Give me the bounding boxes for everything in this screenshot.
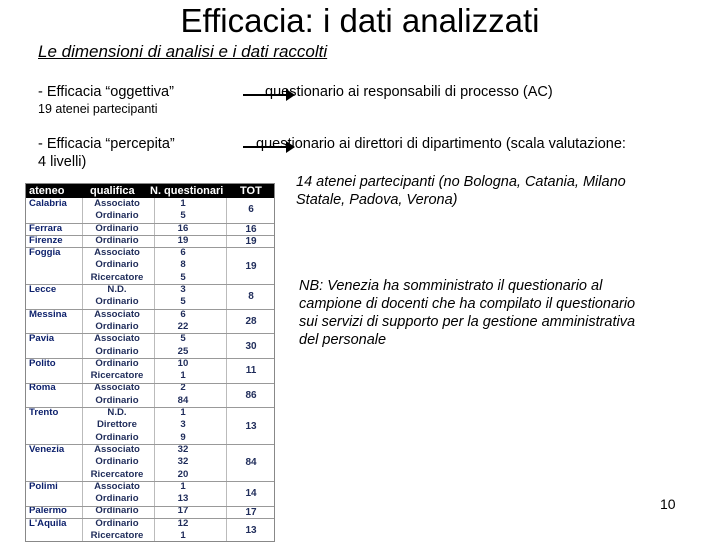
cell-n-questionari: 5 (180, 210, 186, 222)
cell-tot: 17 (245, 506, 257, 518)
cell-n-questionari: 1 (180, 370, 186, 382)
ateneo-group (26, 518, 274, 542)
cell-qualifica: Associato (94, 308, 140, 320)
table-body (26, 198, 274, 542)
page-number: 10 (660, 496, 676, 512)
cell-n-questionari: 8 (180, 259, 186, 271)
item-efficacia-oggettiva: - Efficacia “oggettiva” (38, 84, 174, 100)
cell-tot: 14 (245, 488, 257, 500)
cell-qualifica: Ordinario (95, 456, 139, 468)
cell-n-questionari: 13 (177, 493, 189, 505)
cell-qualifica: Ordinario (95, 320, 139, 332)
cell-ateneo: Polito (29, 357, 56, 369)
cell-qualifica: Ordinario (95, 234, 139, 246)
questionari-table (25, 183, 275, 542)
cell-n-questionari: 1 (180, 480, 186, 492)
cell-qualifica: Associato (94, 198, 140, 209)
table-header (26, 184, 274, 198)
ateneo-group (26, 333, 274, 359)
cell-n-questionari: 32 (177, 456, 189, 468)
cell-qualifica: Associato (94, 247, 140, 259)
cell-n-questionari: 6 (180, 247, 186, 259)
cell-qualifica: Ordinario (95, 431, 139, 443)
cell-ateneo: Ferrara (29, 222, 63, 234)
note-venezia (299, 277, 635, 349)
cell-ateneo: Calabria (29, 198, 67, 209)
ateneo-group (26, 223, 274, 236)
cell-qualifica: Associato (94, 480, 140, 492)
cell-n-questionari: 1 (180, 530, 186, 542)
ateneo-group (26, 407, 274, 445)
cell-n-questionari: 10 (177, 357, 189, 369)
cell-ateneo: L'Aquila (29, 517, 67, 529)
cell-tot: 28 (245, 315, 257, 327)
cell-n-questionari: 17 (177, 505, 189, 517)
cell-n-questionari: 1 (180, 407, 186, 419)
ateneo-group (26, 358, 274, 384)
cell-n-questionari: 5 (180, 333, 186, 345)
cell-ateneo: Lecce (29, 284, 57, 296)
cell-qualifica: N.D. (107, 284, 127, 296)
cell-n-questionari: 1 (180, 198, 186, 209)
ateneo-group (26, 444, 274, 482)
note-line: del personale (299, 332, 387, 348)
ateneo-group (26, 481, 274, 507)
page-title: Efficacia: i dati analizzati (180, 2, 540, 39)
header-qualifica: qualifica (90, 185, 135, 197)
cell-tot: 13 (245, 420, 257, 432)
item-efficacia-percepita: - Efficacia “percepita” (38, 136, 175, 152)
cell-tot: 8 (248, 291, 254, 303)
cell-qualifica: Ordinario (95, 296, 139, 308)
cell-qualifica: Ordinario (95, 517, 139, 529)
item-atenei-partecipanti: 19 atenei partecipanti (38, 102, 158, 116)
cell-tot: 6 (248, 204, 254, 216)
cell-tot: 86 (245, 389, 257, 401)
note-line: campione di docenti che ha compilato il questionario (299, 296, 636, 312)
header-ateneo: ateneo (29, 185, 65, 197)
header-tot: TOT (240, 185, 262, 197)
cell-qualifica: Ordinario (95, 357, 139, 369)
note-atenei (296, 173, 626, 209)
cell-n-questionari: 84 (177, 394, 189, 406)
ateneo-group (26, 198, 274, 223)
cell-ateneo: Trento (29, 407, 59, 419)
cell-n-questionari: 25 (177, 345, 189, 357)
cell-n-questionari: 20 (177, 468, 189, 480)
cell-qualifica: Ricercatore (90, 530, 144, 542)
cell-ateneo: Polimi (29, 480, 58, 492)
cell-n-questionari: 12 (177, 517, 189, 529)
cell-qualifica: Ordinario (95, 345, 139, 357)
ateneo-group (26, 383, 274, 409)
cell-n-questionari: 32 (177, 443, 189, 455)
cell-qualifica: Ordinario (95, 259, 139, 271)
cell-ateneo: Venezia (29, 443, 65, 455)
ateneo-group (26, 247, 274, 285)
item-questionario-ac: questionario ai responsabili di processo (AC) (265, 84, 553, 100)
cell-qualifica: Associato (94, 382, 140, 394)
cell-ateneo: Pavia (29, 333, 55, 345)
cell-tot: 11 (245, 365, 257, 377)
cell-n-questionari: 3 (180, 284, 186, 296)
cell-n-questionari: 22 (177, 320, 189, 332)
cell-qualifica: Ricercatore (90, 271, 144, 283)
cell-n-questionari: 5 (180, 271, 186, 283)
cell-n-questionari: 3 (180, 419, 186, 431)
item-livelli: 4 livelli) (38, 154, 87, 170)
cell-ateneo: Roma (29, 382, 56, 394)
cell-ateneo: Firenze (29, 234, 63, 246)
cell-qualifica: Ricercatore (90, 370, 144, 382)
cell-qualifica: Ordinario (95, 394, 139, 406)
note-line: 14 atenei partecipanti (no Bologna, Catania, Milano (296, 174, 626, 190)
cell-ateneo: Messina (29, 308, 67, 320)
cell-tot: 13 (245, 525, 257, 537)
cell-tot: 30 (245, 340, 257, 352)
cell-qualifica: Ordinario (95, 505, 139, 517)
cell-qualifica: Ordinario (95, 493, 139, 505)
cell-qualifica: Associato (94, 333, 140, 345)
cell-qualifica: Ricercatore (90, 468, 144, 480)
cell-qualifica: Associato (94, 443, 140, 455)
header-n-questionari: N. questionari (150, 185, 224, 197)
ateneo-group (26, 506, 274, 519)
cell-ateneo: Foggia (29, 247, 61, 259)
cell-tot: 19 (245, 260, 257, 272)
note-line: NB: Venezia ha somministrato il questionario al (299, 278, 603, 294)
cell-tot: 16 (245, 223, 257, 235)
cell-qualifica: Direttore (97, 419, 137, 431)
cell-qualifica: Ordinario (95, 210, 139, 222)
ateneo-group (26, 284, 274, 310)
ateneo-group (26, 309, 274, 335)
ateneo-group (26, 235, 274, 248)
cell-n-questionari: 5 (180, 296, 186, 308)
cell-tot: 84 (245, 457, 257, 469)
cell-n-questionari: 9 (180, 431, 186, 443)
note-line: sui servizi di supporto per la gestione amministrativa (299, 314, 636, 330)
cell-qualifica: N.D. (107, 407, 127, 419)
cell-n-questionari: 6 (180, 308, 186, 320)
item-questionario-direttori: questionario ai direttori di dipartimento (scala valutazione: (256, 136, 626, 152)
cell-ateneo: Palermo (29, 505, 67, 517)
cell-qualifica: Ordinario (95, 222, 139, 234)
cell-n-questionari: 16 (177, 222, 189, 234)
slide-subtitle: Le dimensioni di analisi e i dati raccolti (38, 42, 328, 61)
cell-n-questionari: 2 (180, 382, 186, 394)
cell-tot: 19 (245, 236, 257, 248)
cell-n-questionari: 19 (177, 234, 189, 246)
note-line: Statale, Padova, Verona) (296, 192, 458, 208)
